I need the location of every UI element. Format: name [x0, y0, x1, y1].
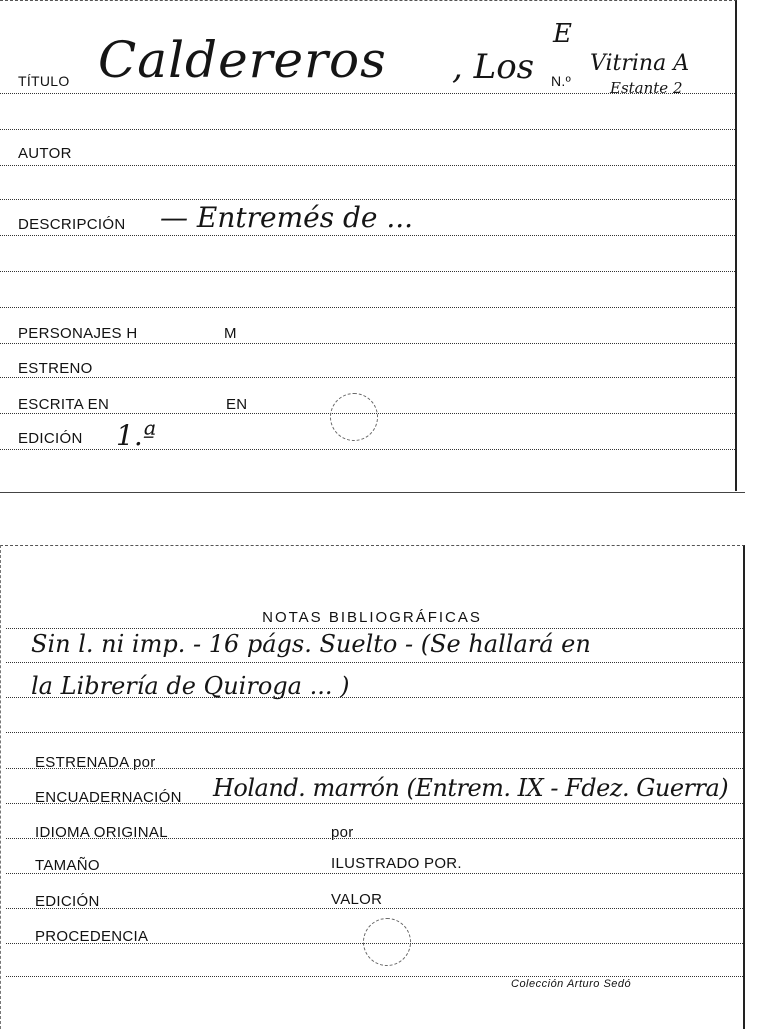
rule: [6, 732, 743, 733]
card-separator: [0, 492, 745, 493]
punch-hole: [363, 918, 411, 966]
rule: [0, 343, 735, 344]
rule: [0, 377, 735, 378]
catalog-card-bottom: [0, 545, 745, 1029]
estrenada-label: ESTRENADA por: [35, 754, 156, 771]
estante-handwriting: Estante 2: [610, 79, 683, 97]
rule: [6, 976, 743, 977]
numero-label: N.º: [551, 73, 572, 89]
title-suffix-handwriting: , Los: [452, 47, 535, 87]
descripcion-handwriting: — Entremés de ...: [160, 201, 414, 234]
edicion-handwriting: 1.ª: [116, 419, 157, 452]
encuadernacion-handwriting: Holand. marrón (Entrem. IX - Fdez. Guerra): [213, 774, 729, 802]
tamano-label: TAMAÑO: [35, 857, 100, 874]
punch-hole: [330, 393, 378, 441]
escrita-en2-label: EN: [226, 396, 248, 413]
title-handwriting: Caldereros: [98, 31, 387, 89]
estreno-label: ESTRENO: [18, 360, 93, 377]
escrita-en-label: ESCRITA EN: [18, 396, 110, 413]
catalog-card-top: [0, 0, 737, 491]
rule: [0, 165, 735, 166]
idioma-label: IDIOMA ORIGINAL: [35, 824, 168, 841]
personajes-label: PERSONAJES H: [18, 325, 138, 342]
vitrina-letter-handwriting: E: [553, 19, 572, 49]
autor-label: AUTOR: [18, 145, 72, 162]
notes-line1-handwriting: Sin l. ni imp. - 16 págs. Suelto - (Se hallará en: [31, 630, 591, 658]
rule: [0, 307, 735, 308]
valor-label: VALOR: [331, 891, 383, 908]
descripcion-label: DESCRIPCIÓN: [18, 216, 126, 233]
notes-line2-handwriting: la Librería de Quiroga ... ): [31, 672, 350, 700]
ilustrado-label: ILUSTRADO POR.: [331, 855, 462, 872]
rule: [6, 628, 743, 629]
encuadernacion-label: ENCUADERNACIÓN: [35, 789, 182, 806]
personajes-m-label: M: [224, 325, 237, 342]
rule: [0, 129, 735, 130]
rule: [0, 271, 735, 272]
notas-heading: NOTAS BIBLIOGRÁFICAS: [262, 609, 482, 626]
edicion-label: EDICIÓN: [18, 430, 83, 447]
rule: [6, 873, 743, 874]
collection-credit: Colección Arturo Sedó: [511, 978, 632, 990]
rule: [0, 449, 735, 450]
vitrina-handwriting: Vitrina A: [590, 51, 690, 76]
rule: [0, 199, 735, 200]
rule: [6, 908, 743, 909]
por-label: por: [331, 824, 354, 841]
rule: [6, 662, 743, 663]
edicion-label: EDICIÓN: [35, 893, 100, 910]
procedencia-label: PROCEDENCIA: [35, 928, 149, 945]
rule: [0, 235, 735, 236]
titulo-label: TÍTULO: [18, 73, 70, 89]
